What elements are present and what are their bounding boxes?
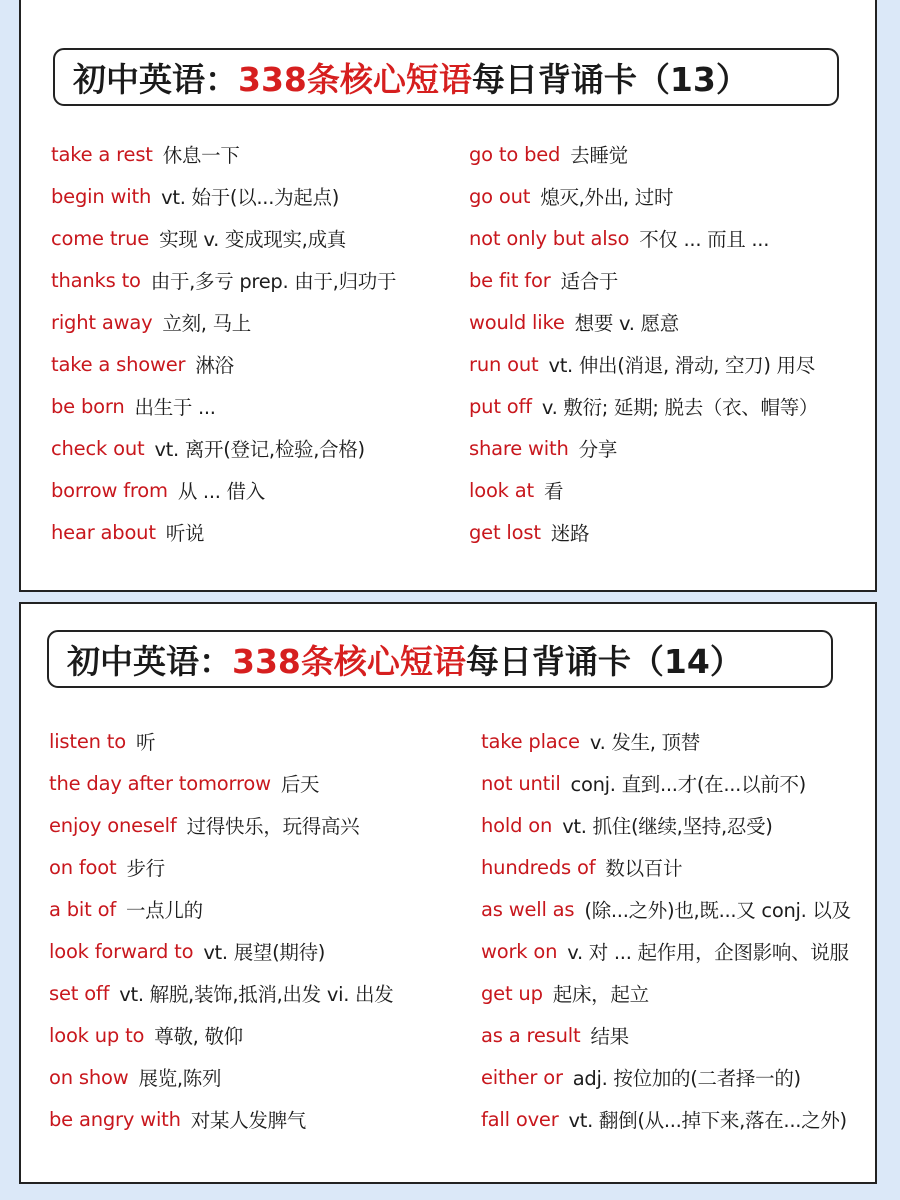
phrase-meaning: 休息一下: [162, 144, 240, 167]
phrase-row: [49, 930, 393, 972]
title-highlight: 338条核心短语: [232, 641, 466, 681]
phrase-text: enjoy oneself: [49, 813, 177, 837]
phrase-meaning: 去睡觉: [570, 144, 628, 167]
phrase-meaning: 由于,多亏 prep. 由于,归功于: [150, 270, 397, 293]
phrase-meaning: (除...之外)也,既...又 conj. 以及: [584, 899, 851, 922]
phrase-meaning: 出生于 ...: [134, 396, 216, 419]
phrase-row: [49, 1056, 393, 1098]
phrase-text: the day after tomorrow: [49, 771, 271, 795]
phrase-row: [51, 133, 396, 175]
phrase-text: share with: [469, 436, 569, 460]
phrase-text: look forward to: [49, 939, 194, 963]
phrase-meaning: adj. 按位加的(二者择一的): [572, 1067, 801, 1090]
phrase-meaning: 听: [135, 731, 156, 754]
phrase-row: [481, 1098, 851, 1140]
phrase-text: borrow from: [51, 478, 168, 502]
phrase-text: get lost: [469, 520, 541, 544]
phrase-text: not until: [481, 771, 561, 795]
phrase-column-left: [49, 720, 393, 1140]
phrase-row: [49, 1098, 393, 1140]
phrase-text: listen to: [49, 729, 126, 753]
phrase-text: either or: [481, 1065, 563, 1089]
phrase-column-right: [469, 133, 818, 553]
phrase-row: [469, 469, 818, 511]
phrase-row: [481, 1056, 851, 1098]
phrase-row: [481, 930, 851, 972]
phrase-row: [51, 259, 396, 301]
phrase-row: [469, 133, 818, 175]
phrase-meaning: 想要 v. 愿意: [574, 312, 679, 335]
phrase-text: put off: [469, 394, 532, 418]
phrase-text: on foot: [49, 855, 117, 879]
phrase-meaning: vt. 抓住(继续,坚持,忍受): [562, 815, 773, 838]
phrase-meaning: 不仅 ... 而且 ...: [639, 228, 770, 251]
phrase-row: [469, 301, 818, 343]
card-title: [53, 48, 839, 106]
phrase-meaning: 淋浴: [195, 354, 234, 377]
phrase-meaning: vt. 展望(期待): [203, 941, 326, 964]
phrase-text: right away: [51, 310, 153, 334]
phrase-text: take place: [481, 729, 580, 753]
phrase-row: [469, 511, 818, 553]
phrase-meaning: 迷路: [550, 522, 590, 545]
phrase-text: set off: [49, 981, 110, 1005]
phrase-text: take a shower: [51, 352, 186, 376]
phrase-meaning: v. 发生, 顶替: [589, 731, 700, 754]
phrase-meaning: 对某人发脾气: [190, 1109, 306, 1132]
phrase-row: [51, 427, 396, 469]
phrase-row: [481, 762, 851, 804]
phrase-row: [49, 888, 393, 930]
phrase-text: on show: [49, 1065, 129, 1089]
phrase-meaning: 从 ... 借入: [177, 480, 265, 503]
phrase-row: [469, 427, 818, 469]
phrase-meaning: 起床，起立: [552, 983, 649, 1006]
phrase-text: work on: [481, 939, 558, 963]
phrase-row: [49, 804, 393, 846]
phrase-text: as well as: [481, 897, 575, 921]
phrase-text: a bit of: [49, 897, 116, 921]
phrase-row: [481, 888, 851, 930]
phrase-meaning: vt. 伸出(消退, 滑动, 空刀) 用尽: [548, 354, 815, 377]
phrase-text: go out: [469, 184, 531, 208]
phrase-text: thanks to: [51, 268, 141, 292]
phrase-meaning: 立刻, 马上: [162, 312, 252, 335]
phrase-text: get up: [481, 981, 543, 1005]
phrase-text: hold on: [481, 813, 553, 837]
phrase-row: [469, 385, 818, 427]
phrase-row: [51, 385, 396, 427]
phrase-text: look up to: [49, 1023, 145, 1047]
phrase-text: run out: [469, 352, 539, 376]
phrase-row: [51, 469, 396, 511]
phrase-text: hear about: [51, 520, 156, 544]
phrase-meaning: vt. 翻倒(从...掉下来,落在...之外): [568, 1109, 847, 1132]
phrase-row: [49, 1014, 393, 1056]
phrase-meaning: 看: [543, 480, 564, 503]
phrase-text: be born: [51, 394, 125, 418]
phrase-meaning: 步行: [126, 857, 165, 880]
phrase-meaning: 展览,陈列: [138, 1067, 222, 1090]
phrase-meaning: vt. 始于(以...为起点): [161, 186, 340, 209]
phrase-text: not only but also: [469, 226, 630, 250]
phrase-meaning: 后天: [280, 773, 320, 796]
phrase-meaning: 分享: [578, 438, 618, 461]
phrase-meaning: 熄灭,外出, 过时: [540, 186, 674, 209]
phrase-text: be angry with: [49, 1107, 181, 1131]
phrase-column-left: [51, 133, 396, 553]
phrase-row: [469, 343, 818, 385]
title-prefix: 初中英语：: [67, 641, 232, 681]
phrase-meaning: 尊敬, 敬仰: [154, 1025, 243, 1048]
phrase-meaning: 实现 v. 变成现实,成真: [159, 228, 346, 251]
phrase-row: [481, 1014, 851, 1056]
phrase-row: [51, 343, 396, 385]
phrase-row: [49, 762, 393, 804]
phrase-meaning: 听说: [165, 522, 205, 545]
phrase-text: would like: [469, 310, 565, 334]
phrase-text: take a rest: [51, 142, 153, 166]
phrase-row: [481, 804, 851, 846]
phrase-text: as a result: [481, 1023, 581, 1047]
phrase-row: [49, 720, 393, 762]
card-title: [47, 630, 833, 688]
phrase-meaning: 数以百计: [605, 857, 683, 880]
phrase-row: [51, 301, 396, 343]
phrase-text: begin with: [51, 184, 152, 208]
phrase-meaning: 一点儿的: [125, 899, 203, 922]
phrase-row: [469, 259, 818, 301]
phrase-text: be fit for: [469, 268, 551, 292]
phrase-meaning: 过得快乐，玩得高兴: [186, 815, 360, 838]
phrase-row: [481, 720, 851, 762]
title-highlight: 338条核心短语: [238, 59, 472, 99]
phrase-meaning: v. 敷衍; 延期; 脱去（衣、帽等）: [541, 396, 819, 419]
phrase-row: [49, 972, 393, 1014]
phrase-meaning: vt. 解脱,装饰,抵消,出发 vi. 出发: [119, 983, 394, 1006]
phrase-meaning: 适合于: [560, 270, 619, 293]
phrase-row: [469, 217, 818, 259]
phrase-text: hundreds of: [481, 855, 596, 879]
phrase-meaning: 结果: [590, 1025, 629, 1048]
phrase-row: [51, 217, 396, 259]
phrase-meaning: conj. 直到...才(在...以前不): [570, 773, 806, 796]
phrase-row: [481, 846, 851, 888]
phrase-row: [51, 511, 396, 553]
title-suffix: 每日背诵卡（13）: [471, 59, 749, 99]
flashcard-13: [19, 0, 877, 592]
phrase-text: come true: [51, 226, 150, 250]
phrase-row: [469, 175, 818, 217]
title-prefix: 初中英语：: [73, 59, 238, 99]
phrase-text: check out: [51, 436, 145, 460]
phrase-meaning: vt. 离开(登记,检验,合格): [154, 438, 365, 461]
phrase-text: go to bed: [469, 142, 561, 166]
phrase-text: look at: [469, 478, 534, 502]
phrase-row: [481, 972, 851, 1014]
phrase-text: fall over: [481, 1107, 559, 1131]
phrase-row: [51, 175, 396, 217]
phrase-column-right: [481, 720, 851, 1140]
phrase-row: [49, 846, 393, 888]
phrase-meaning: v. 对 ... 起作用，企图影响、说服: [567, 941, 849, 964]
title-suffix: 每日背诵卡（14）: [465, 641, 743, 681]
flashcard-14: [19, 602, 877, 1184]
